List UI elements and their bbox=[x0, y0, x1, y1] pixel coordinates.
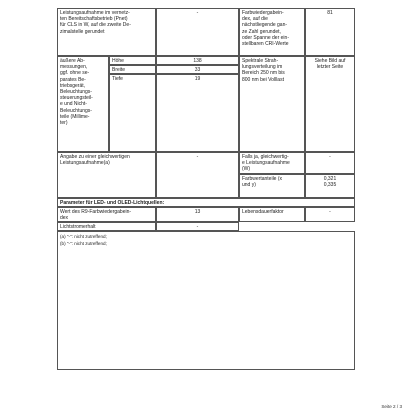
parameter-table bbox=[57, 8, 355, 370]
row2-param-line: teile (Millime- bbox=[60, 113, 90, 120]
row2-param-line: Beleuchtungs- bbox=[60, 89, 92, 96]
row3-param2-line: e Leistungsaufnahme bbox=[242, 160, 290, 167]
row1-param-line: zimalstelle gerundet bbox=[60, 28, 105, 35]
row1-param-line: für CLS in W, auf die zweite De- bbox=[60, 22, 131, 29]
row1-param-line: Leistungsaufnahme im vernetz- bbox=[60, 10, 130, 16]
row1-param2-line: Farbwiedergabein- bbox=[242, 10, 284, 16]
dim-label-breite: Breite bbox=[109, 65, 156, 74]
row5-param2-cell bbox=[239, 207, 305, 222]
row1-param2-line: nächstliegende gan- bbox=[242, 22, 288, 29]
row1-param2-line: dex, auf die bbox=[242, 16, 268, 23]
dim-label-hoehe: Höhe bbox=[109, 56, 156, 65]
row2-param-line: triebsgerät, bbox=[60, 82, 86, 89]
row6-param: Lichtstromerhalt bbox=[60, 224, 96, 230]
row1-value-cell bbox=[156, 8, 239, 56]
row6-value-cell bbox=[156, 222, 239, 231]
row2-param-line: ter) bbox=[60, 120, 68, 127]
row1-param2-cell bbox=[239, 8, 305, 56]
row3-param2-line: (W) bbox=[242, 166, 251, 173]
row3-param2-cell bbox=[239, 152, 305, 174]
footnote-b: (b) "-": nicht zutreffend; bbox=[60, 241, 107, 246]
row3-param-line: Angabe zu einer gleichwertigen bbox=[60, 154, 130, 160]
row6-value: - bbox=[196, 224, 199, 230]
row2-param-line: e und Nicht- bbox=[60, 101, 87, 108]
row1-param-line: ten Bereitschaftsbetrieb (Pnet) bbox=[60, 16, 128, 23]
row6-param-cell bbox=[57, 222, 156, 231]
row2-param-cell bbox=[57, 56, 109, 152]
row5-value: 13 bbox=[194, 209, 201, 215]
row2-param-line: ggf. ohne se- bbox=[60, 70, 90, 77]
row3-param-line: Leistungsaufnahme(a) bbox=[60, 160, 110, 167]
row2-param2-line: Bereich 250 nm bis bbox=[242, 70, 285, 77]
row4-value2-cell bbox=[305, 174, 355, 198]
section-title-cell bbox=[57, 198, 355, 207]
row4-value2-line: 0,335 bbox=[323, 182, 337, 189]
row2-value2-line: Siehe Bild auf bbox=[314, 58, 346, 64]
row2-value2-cell bbox=[305, 56, 355, 152]
row2-param2-line: 800 nm bei Volllast bbox=[242, 76, 284, 83]
row2-param2-cell bbox=[239, 56, 305, 152]
row1-param-cell bbox=[57, 8, 156, 56]
dim-value-tiefe: 19 bbox=[156, 74, 239, 152]
row2-param-line: äußere Ab- bbox=[60, 58, 85, 64]
row3-value-cell bbox=[156, 152, 239, 198]
row1-param2-line: ze Zahl gerundet, bbox=[242, 28, 281, 35]
dim-value-hoehe: 138 bbox=[156, 56, 239, 65]
row4-param2-line: Farbwertanteile (x bbox=[242, 176, 283, 182]
row2-value2-line: letzter Seite bbox=[316, 64, 344, 71]
row3-value2: - bbox=[329, 154, 331, 160]
row3-value: - bbox=[196, 154, 199, 160]
row2-param-line: messungen, bbox=[60, 64, 88, 71]
row5-value2: - bbox=[329, 209, 331, 215]
row1-value: - bbox=[196, 10, 199, 16]
row5-param-line: dex bbox=[60, 215, 69, 222]
row4-param2-line: und y) bbox=[242, 182, 256, 189]
dim-label-tiefe: Tiefe bbox=[109, 74, 156, 152]
row5-value-cell bbox=[156, 207, 239, 222]
row2-param-line: parates Be- bbox=[60, 76, 86, 83]
notes-cell bbox=[57, 231, 355, 370]
row4-param2-cell bbox=[239, 174, 305, 198]
footnote-a: (a) "-": nicht zutreffend; bbox=[60, 234, 107, 239]
row5-param2: Lebensdauerfaktor bbox=[242, 209, 284, 215]
section-title: Parameter für LED- und OLED-Lichtquellen: bbox=[60, 200, 165, 206]
page-number: Seite 2 / 3 bbox=[381, 404, 402, 409]
row1-param2-line: oder Spanne der ein- bbox=[242, 34, 289, 41]
dim-value-breite: 33 bbox=[156, 65, 239, 74]
row3-param2-line: Falls ja, gleichwertig- bbox=[242, 154, 289, 160]
row4-value2-line: 0,321 bbox=[323, 176, 337, 182]
row3-param-cell bbox=[57, 152, 156, 198]
row1-value2-cell bbox=[305, 8, 355, 56]
row5-param-line: Wert des R9-Farbwiedergabein- bbox=[60, 209, 132, 215]
row1-param2-line: stellbaren CRI-Werte bbox=[242, 41, 289, 48]
row2-param-line: steuerungsteil- bbox=[60, 95, 93, 102]
row2-param2-line: lungsverteilung im bbox=[242, 64, 283, 71]
row2-param-line: Beleuchtungs- bbox=[60, 107, 92, 114]
row3-value2-cell bbox=[305, 152, 355, 174]
row5-param-cell bbox=[57, 207, 156, 222]
row5-value2-cell bbox=[305, 207, 355, 222]
row1-value2: 81 bbox=[327, 10, 333, 16]
row2-param2-line: Spektrale Strah- bbox=[242, 58, 279, 64]
